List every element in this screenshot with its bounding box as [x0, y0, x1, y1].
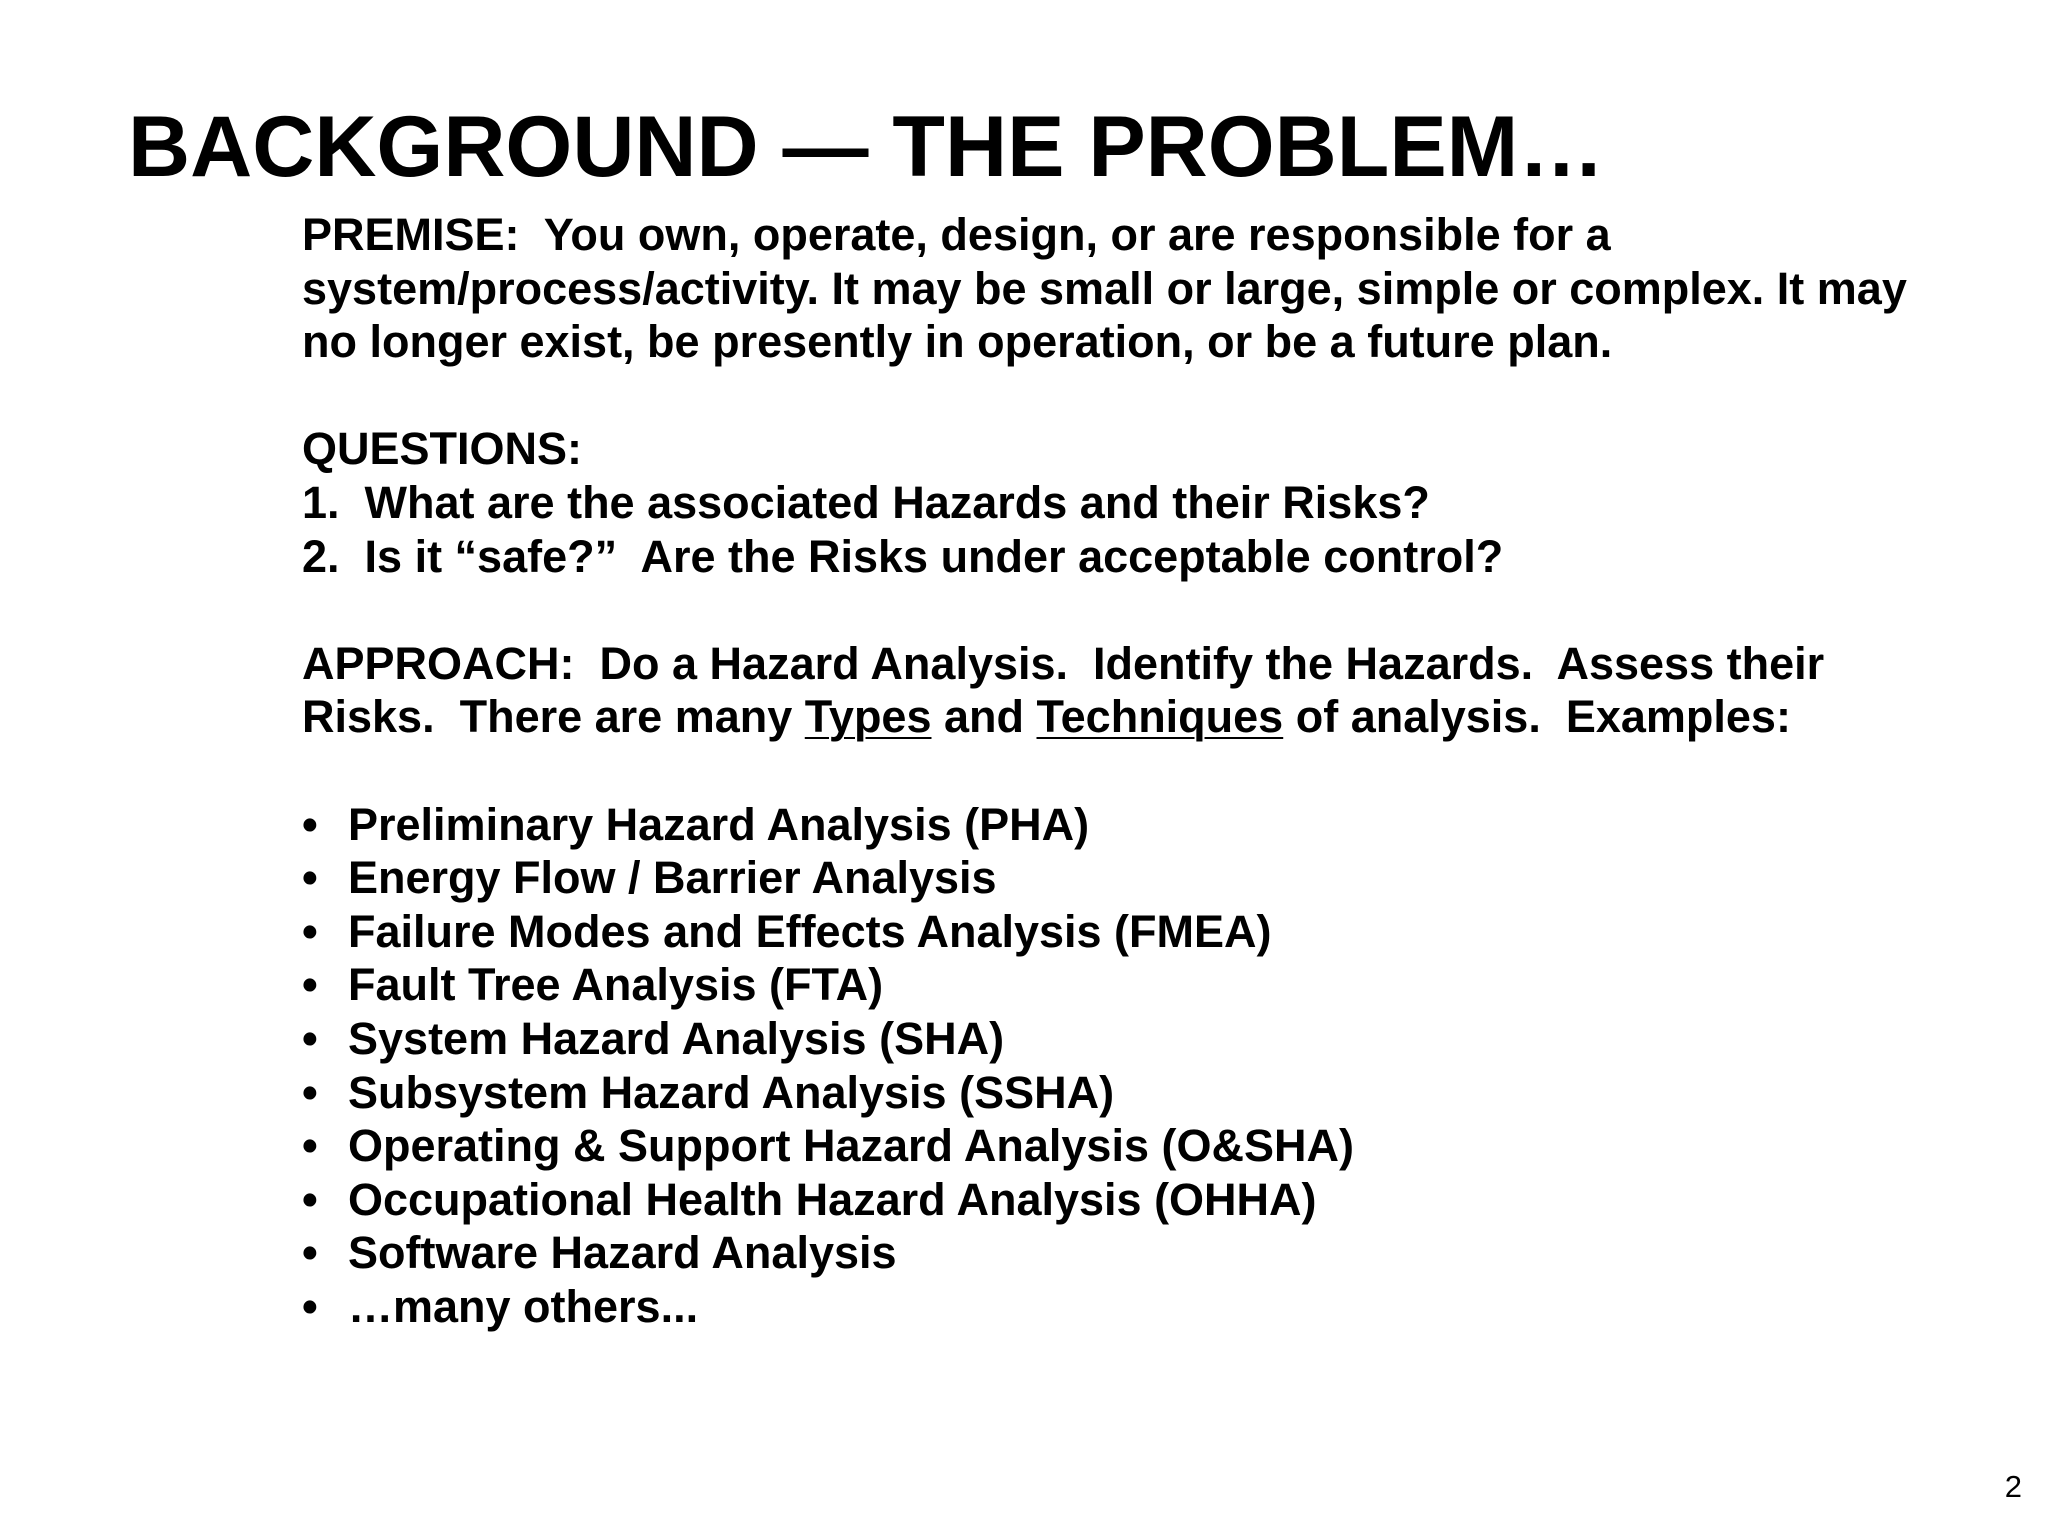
premise-label: PREMISE:: [302, 209, 520, 260]
approach-label: APPROACH:: [302, 637, 575, 689]
list-item: • Fault Tree Analysis (FTA): [302, 959, 884, 1011]
examples-list: [302, 798, 1922, 1334]
list-item: • Software Hazard Analysis: [302, 1227, 897, 1279]
question-item: 1. What are the associated Hazards and their Risks?: [302, 476, 1430, 528]
bullet-icon: •: [302, 1012, 318, 1064]
list-item: • Energy Flow / Barrier Analysis: [302, 852, 997, 904]
bullet-icon: •: [302, 1173, 318, 1225]
bullet-icon: •: [302, 1280, 318, 1332]
questions-label: QUESTIONS:: [302, 423, 583, 475]
list-item: • …many others...: [302, 1280, 699, 1332]
slide-title: BACKGROUND — THE PROBLEM…: [128, 99, 1605, 195]
slide-body: [302, 208, 1922, 1333]
premise-paragraph: [302, 208, 1922, 369]
approach-text-end: of analysis. Examples:: [1283, 691, 1791, 743]
techniques-underlined: Techniques: [1036, 691, 1284, 743]
list-item: • System Hazard Analysis (SHA): [302, 1012, 1005, 1064]
bullet-icon: •: [302, 1227, 318, 1279]
bullet-icon: •: [302, 905, 318, 957]
bullet-icon: •: [302, 959, 318, 1011]
list-item: • Preliminary Hazard Analysis (PHA): [302, 798, 1090, 850]
page-number: 2: [2004, 1469, 2022, 1504]
approach-text: Do a Hazard Analysis. Identify the Hazards. Assess their Risks. There are many: [302, 637, 1837, 743]
questions-section: [302, 422, 1922, 583]
bullet-icon: •: [302, 1066, 318, 1118]
bullet-icon: •: [302, 852, 318, 904]
list-item: • Subsystem Hazard Analysis (SSHA): [302, 1066, 1115, 1118]
premise-text: You own, operate, design, or are responsible for a system/process/activity. It may be small or large, simple or complex. It may no longer exist, be presently in operation, or be a future plan.: [302, 209, 1907, 368]
list-item: • Occupational Health Hazard Analysis (OHHA): [302, 1173, 1317, 1225]
list-item: • Operating & Support Hazard Analysis (O&SHA): [302, 1120, 1354, 1172]
approach-paragraph: [302, 637, 1922, 744]
bullet-icon: •: [302, 1120, 318, 1172]
list-item: • Failure Modes and Effects Analysis (FMEA): [302, 905, 1272, 957]
question-item: 2. Is it “safe?” Are the Risks under acceptable control?: [302, 530, 1504, 582]
approach-and: and: [931, 691, 1037, 743]
types-underlined: Types: [804, 691, 932, 743]
bullet-icon: •: [302, 798, 318, 850]
